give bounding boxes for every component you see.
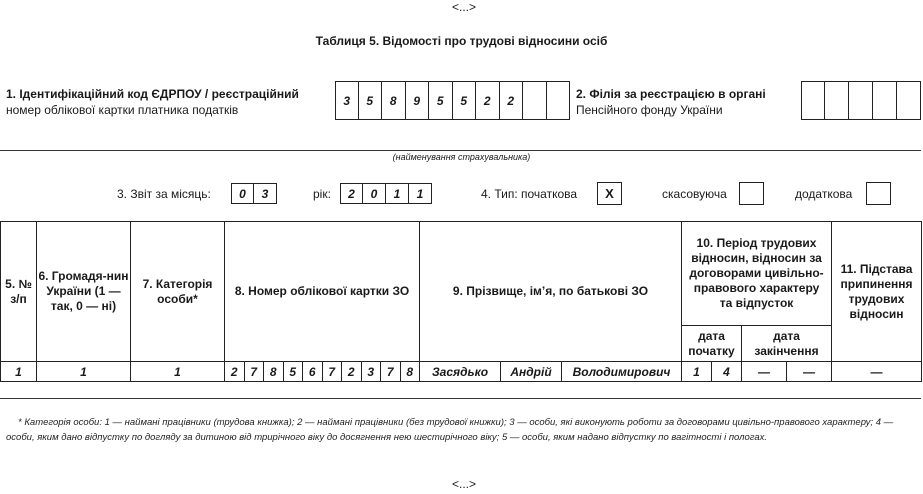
field1-label-bold: 1. Ідентифікаційний код ЄДРПОУ / реєстраційний xyxy=(6,87,299,101)
edrpou-code-field[interactable] xyxy=(335,81,570,120)
year-digit-3[interactable]: 1 xyxy=(386,183,409,204)
table-title: Таблиця 5. Відомості про трудові відносини осіб xyxy=(315,34,608,48)
report-year-label: рік: xyxy=(313,187,331,201)
row-first-name: Андрій xyxy=(501,362,562,381)
pfu-branch-digit-1[interactable] xyxy=(801,81,825,120)
card-digit-9: 7 xyxy=(381,362,401,381)
month-digit-1[interactable]: 0 xyxy=(231,183,254,204)
card-digit-8: 3 xyxy=(362,362,382,381)
col-header-citizen: 6. Громадя-нин України (1 — так, 0 — ні) xyxy=(37,222,131,362)
pfu-branch-code-field[interactable] xyxy=(801,81,921,120)
card-digit-2: 7 xyxy=(245,362,265,381)
col-header-start-date: дата початку xyxy=(682,326,742,362)
card-digit-6: 7 xyxy=(323,362,343,381)
field1-label-regular: номер облікової картки платника податків xyxy=(6,103,239,117)
year-digit-2[interactable]: 0 xyxy=(363,183,386,204)
edrpou-digit-7[interactable]: 2 xyxy=(476,81,500,120)
edrpou-digit-9[interactable] xyxy=(523,81,547,120)
pfu-branch-digit-4[interactable] xyxy=(873,81,897,120)
pfu-branch-digit-3[interactable] xyxy=(849,81,873,120)
col-header-termination-reason: 11. Підстава припинення трудових відносин xyxy=(832,222,922,362)
field2-label xyxy=(576,86,801,118)
card-digit-10: 8 xyxy=(406,364,414,379)
edrpou-digit-1[interactable]: 3 xyxy=(335,81,359,120)
row-patronymic: Володимирович xyxy=(572,364,671,379)
col-header-number: 5. № з/п xyxy=(1,222,37,362)
field2-label-bold: 2. Філія за реєстрацією в органі xyxy=(576,87,766,101)
cancel-report-checkbox[interactable] xyxy=(739,182,764,205)
col-header-end-date: дата закінчення xyxy=(742,326,832,362)
edrpou-digit-4[interactable]: 9 xyxy=(406,81,430,120)
row-card-number[interactable] xyxy=(225,362,420,382)
card-digit-5: 6 xyxy=(303,362,323,381)
insurer-name-line[interactable] xyxy=(0,150,921,151)
footnote-divider xyxy=(0,398,921,399)
row-start-date[interactable] xyxy=(682,362,742,382)
table-row xyxy=(1,362,922,382)
card-digit-3: 8 xyxy=(264,362,284,381)
edrpou-digit-8[interactable]: 2 xyxy=(500,81,524,120)
employment-table xyxy=(0,221,922,382)
row-termination-reason[interactable]: — xyxy=(832,362,922,382)
ellipsis-top: <...> xyxy=(452,0,477,14)
col-header-full-name: 9. Прізвище, ім’я, по батькові ЗО xyxy=(420,222,682,362)
end-date-cell-2: — xyxy=(803,364,816,379)
edrpou-digit-3[interactable]: 8 xyxy=(382,81,406,120)
year-digit-4[interactable]: 1 xyxy=(409,183,432,204)
pfu-branch-digit-5[interactable] xyxy=(897,81,921,120)
card-digit-1: 2 xyxy=(225,362,245,381)
ellipsis-bottom: <...> xyxy=(452,477,477,491)
col-header-category: 7. Категорія особи* xyxy=(131,222,225,362)
report-month-label: 3. Звіт за місяць: xyxy=(117,187,211,201)
field1-label xyxy=(6,86,336,118)
report-type-label: 4. Тип: початкова xyxy=(481,187,578,201)
row-category[interactable]: 1 xyxy=(131,362,225,382)
edrpou-digit-5[interactable]: 5 xyxy=(429,81,453,120)
card-digit-4: 5 xyxy=(284,362,304,381)
report-month-field[interactable] xyxy=(231,183,277,204)
start-date-cell-2: 4 xyxy=(723,364,730,379)
end-date-cell-1: — xyxy=(742,362,787,381)
row-number[interactable]: 1 xyxy=(1,362,37,382)
start-date-cell-1: 1 xyxy=(682,362,712,381)
row-citizen[interactable]: 1 xyxy=(37,362,131,382)
row-end-date[interactable] xyxy=(742,362,832,382)
edrpou-digit-10[interactable] xyxy=(547,81,571,120)
footnote: * Категорія особи: 1 — наймані працівники (трудова книжка); 2 — наймані працівники (без трудової книжки); 3 — особи, які виконують роботи за договорами цивільно-правового характеру; 4 — особи, яким дано відпустку по догляду за дитиною від трирічного віку до досягнення нею шестирічного віку; 5 — особи, яким надано відпустку по вагітності і пологах. xyxy=(6,417,894,443)
cancel-report-label: скасовуюча xyxy=(662,187,727,201)
month-digit-2[interactable]: 3 xyxy=(254,183,277,204)
insurer-caption: (найменування страхувальника) xyxy=(392,152,531,162)
initial-report-checkbox[interactable]: X xyxy=(597,182,622,205)
additional-report-label: додаткова xyxy=(795,187,853,201)
col-header-period: 10. Період трудових відносин, відносин за договорами цивільно-правового характеру та відпусток xyxy=(682,222,832,326)
field2-label-regular: Пенсійного фонду України xyxy=(576,103,723,117)
row-surname: Засядько xyxy=(420,362,501,381)
card-digit-7: 2 xyxy=(342,362,362,381)
row-full-name[interactable] xyxy=(420,362,682,382)
report-year-field[interactable] xyxy=(340,183,432,204)
additional-report-checkbox[interactable] xyxy=(866,182,891,205)
edrpou-digit-6[interactable]: 5 xyxy=(453,81,477,120)
pfu-branch-digit-2[interactable] xyxy=(825,81,849,120)
year-digit-1[interactable]: 2 xyxy=(340,183,363,204)
col-header-card-number: 8. Номер облікової картки ЗО xyxy=(225,222,420,362)
edrpou-digit-2[interactable]: 5 xyxy=(359,81,383,120)
